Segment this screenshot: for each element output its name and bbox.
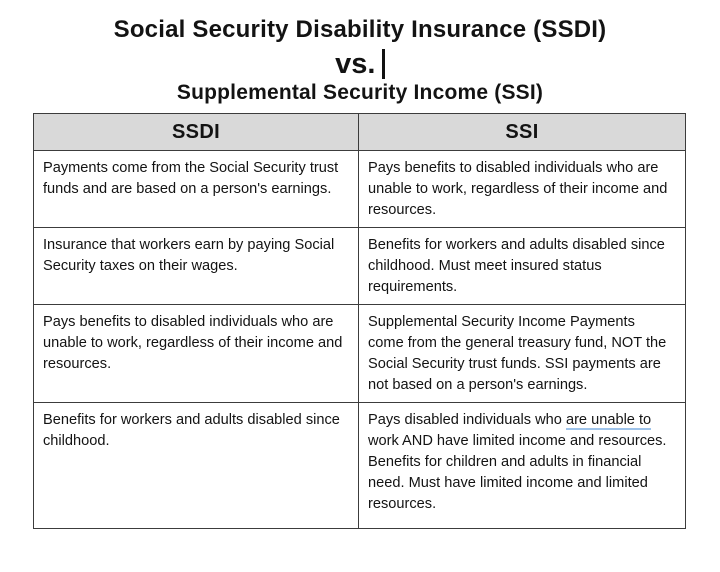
document-title-line1[interactable]: Social Security Disability Insurance (SSDI): [113, 16, 607, 43]
cell-row4-ssi-text-after: work AND have limited income and resources. Benefits for children and adults in financial need. Must have limited income and limited resources.: [368, 433, 667, 512]
document-title-line3[interactable]: Supplemental Security Income (SSI): [176, 81, 544, 104]
cell-row1-ssdi[interactable]: Payments come from the Social Security trust funds and are based on a person's earnings.: [34, 151, 359, 228]
document-title-block: [0, 15, 720, 106]
cell-row2-ssdi[interactable]: Insurance that workers earn by paying Social Security taxes on their wages.: [34, 228, 359, 305]
cell-row4-ssi-text-before: Pays disabled individuals who: [368, 412, 566, 428]
vs-text[interactable]: vs.: [335, 48, 376, 80]
comparison-table: [33, 113, 686, 529]
grammar-suggestion-underline[interactable]: are unable to: [565, 412, 652, 428]
table-header-row: [34, 114, 686, 151]
cell-row1-ssi[interactable]: Pays benefits to disabled individuals who are unable to work, regardless of their income and resources.: [359, 151, 686, 228]
cell-row3-ssdi[interactable]: Pays benefits to disabled individuals who are unable to work, regardless of their income and resources.: [34, 305, 359, 403]
text-cursor: [382, 49, 385, 79]
column-header-ssi[interactable]: SSI: [359, 114, 686, 151]
cell-row4-ssdi[interactable]: Benefits for workers and adults disabled since childhood.: [34, 403, 359, 529]
table-row: [34, 403, 686, 529]
cell-row2-ssi[interactable]: Benefits for workers and adults disabled since childhood. Must meet insured status requirements.: [359, 228, 686, 305]
cell-row4-ssi[interactable]: [359, 403, 686, 529]
table-row: [34, 228, 686, 305]
cell-row3-ssi[interactable]: Supplemental Security Income Payments come from the general treasury fund, NOT the Social Security trust funds. SSI payments are not based on a person's earnings.: [359, 305, 686, 403]
document-title-line2[interactable]: [0, 48, 720, 80]
table-row: [34, 151, 686, 228]
column-header-ssdi[interactable]: SSDI: [34, 114, 359, 151]
table-row: [34, 305, 686, 403]
